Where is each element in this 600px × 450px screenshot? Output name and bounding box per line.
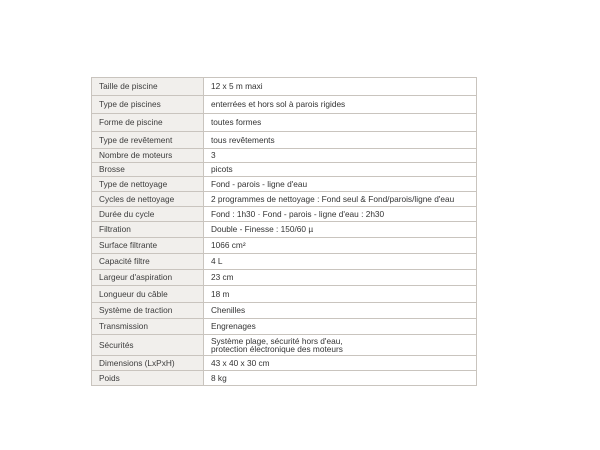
table-row — [92, 149, 477, 163]
spec-label: Poids — [92, 371, 204, 386]
spec-value — [204, 335, 477, 356]
spec-label: Système de traction — [92, 303, 204, 319]
spec-label: Type de nettoyage — [92, 177, 204, 192]
spec-value: Double - Finesse : 150/60 µ — [204, 222, 477, 238]
spec-label: Type de piscines — [92, 96, 204, 114]
spec-label: Sécurités — [92, 335, 204, 356]
spec-value: picots — [204, 163, 477, 177]
spec-label: Longueur du câble — [92, 286, 204, 303]
table-row — [92, 319, 477, 335]
table-row — [92, 335, 477, 356]
table-row — [92, 163, 477, 177]
spec-value: 43 x 40 x 30 cm — [204, 356, 477, 371]
spec-value: enterrées et hors sol à parois rigides — [204, 96, 477, 114]
table-row — [92, 132, 477, 149]
table-row — [92, 192, 477, 207]
table-row — [92, 356, 477, 371]
spec-label: Taille de piscine — [92, 78, 204, 96]
spec-value: 23 cm — [204, 270, 477, 286]
table-row — [92, 114, 477, 132]
spec-value: 18 m — [204, 286, 477, 303]
spec-label: Largeur d'aspiration — [92, 270, 204, 286]
table-row — [92, 286, 477, 303]
spec-value: 8 kg — [204, 371, 477, 386]
spec-label: Brosse — [92, 163, 204, 177]
table-row — [92, 177, 477, 192]
spec-label: Durée du cycle — [92, 207, 204, 222]
specifications-table — [91, 77, 477, 386]
spec-value: toutes formes — [204, 114, 477, 132]
table-row — [92, 270, 477, 286]
spec-label: Nombre de moteurs — [92, 149, 204, 163]
table-row — [92, 222, 477, 238]
spec-label: Cycles de nettoyage — [92, 192, 204, 207]
spec-value: Engrenages — [204, 319, 477, 335]
spec-value: 1066 cm² — [204, 238, 477, 254]
table-row — [92, 96, 477, 114]
spec-value: 3 — [204, 149, 477, 163]
table-row — [92, 207, 477, 222]
spec-label: Forme de piscine — [92, 114, 204, 132]
spec-value-line: Système plage, sécurité hors d'eau, — [211, 335, 343, 346]
spec-label: Dimensions (LxPxH) — [92, 356, 204, 371]
spec-value-line: protection électronique des moteurs — [211, 344, 343, 354]
spec-label: Surface filtrante — [92, 238, 204, 254]
spec-label: Transmission — [92, 319, 204, 335]
spec-value: 12 x 5 m maxi — [204, 78, 477, 96]
spec-value: 4 L — [204, 254, 477, 270]
table-row — [92, 238, 477, 254]
spec-value: tous revêtements — [204, 132, 477, 149]
spec-value: Fond : 1h30 · Fond - parois - ligne d'eau : 2h30 — [204, 207, 477, 222]
table-row — [92, 254, 477, 270]
spec-label: Capacité filtre — [92, 254, 204, 270]
spec-value: Chenilles — [204, 303, 477, 319]
spec-label: Filtration — [92, 222, 204, 238]
table-row — [92, 371, 477, 386]
table-row — [92, 303, 477, 319]
spec-value: 2 programmes de nettoyage : Fond seul & Fond/parois/ligne d'eau — [204, 192, 477, 207]
spec-value: Fond - parois - ligne d'eau — [204, 177, 477, 192]
table-row — [92, 78, 477, 96]
spec-label: Type de revêtement — [92, 132, 204, 149]
